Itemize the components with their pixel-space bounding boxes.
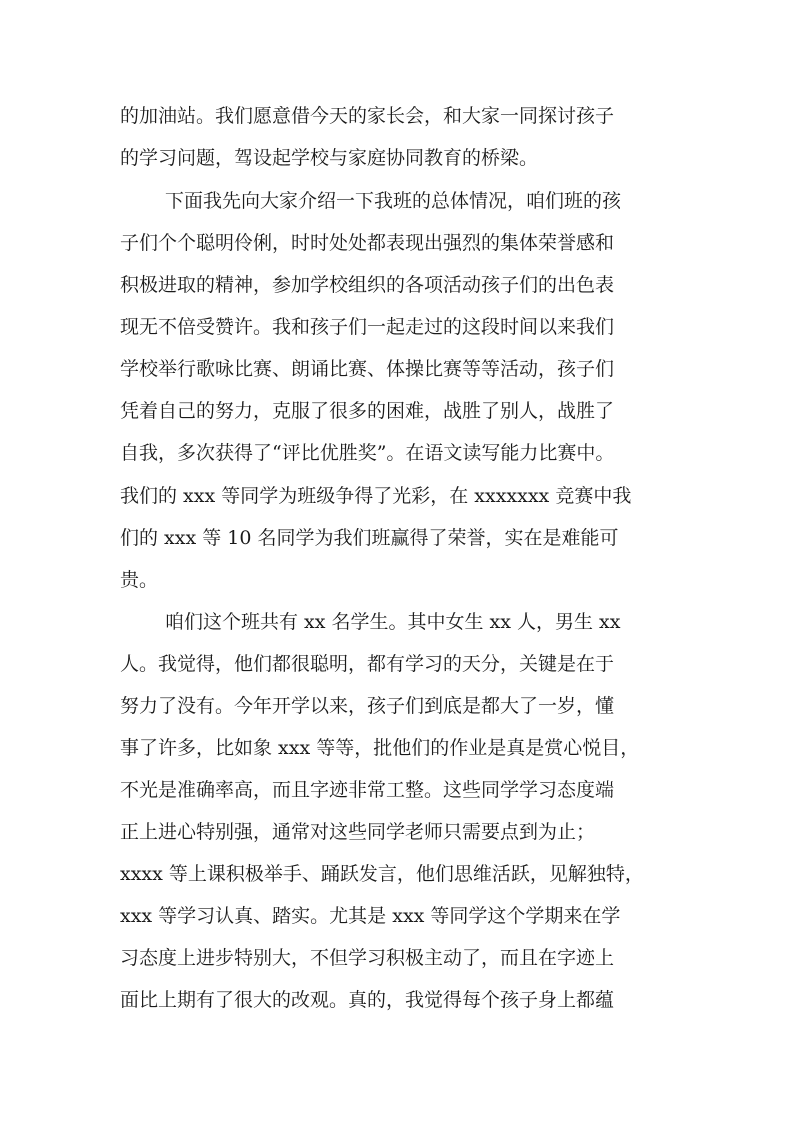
text-line: 面比上期有了很大的改观。真的，我觉得每个孩子身上都蕴 [120,989,615,1011]
text-line: 努力了没有。今年开学以来，孩子们到底是都大了一岁，懂 [120,695,615,717]
text-line: 贵。 [120,569,159,591]
text-line: 下面我先向大家介绍一下我班的总体情况，咱们班的孩 [165,190,622,212]
text-line: 不光是准确率高，而且字迹非常工整。这些同学学习态度端 [120,779,615,801]
text-line: 的学习问题，驾设起学校与家庭协同教育的桥梁。 [120,147,539,169]
text-line: 子们个个聪明伶俐，时时处处都表现出强烈的集体荣誉感和 [120,232,615,254]
text-line: 积极进取的精神，参加学校组织的各项活动孩子们的出色表 [120,274,615,296]
text-line: 们的 xxx 等 10 名同学为我们班赢得了荣誉，实在是难能可 [120,527,619,549]
text-line: 我们的 xxx 等同学为班级争得了光彩，在 xxxxxxx 竞赛中我 [120,485,632,507]
text-line: 习态度上进步特别大，不但学习积极主动了，而且在字迹上 [120,947,615,969]
text-line: xxxx 等上课积极举手、踊跃发言，他们思维活跃，见解独特， [120,863,644,885]
text-line: xxx 等学习认真、踏实。尤其是 xxx 等同学这个学期来在学 [120,905,621,927]
text-line: 正上进心特别强，通常对这些同学老师只需要点到为止； [120,821,596,843]
text-line: 人。我觉得，他们都很聪明，都有学习的天分，关键是在于 [120,653,615,675]
text-line: 凭着自己的努力，克服了很多的困难，战胜了别人，战胜了 [120,400,615,422]
text-line: 咱们这个班共有 xx 名学生。其中女生 xx 人，男生 xx [165,611,621,633]
text-line: 现无不倍受赞许。我和孩子们一起走过的这段时间以来我们 [120,316,615,338]
text-line: 学校举行歌咏比赛、朗诵比赛、体操比赛等等活动，孩子们 [120,358,615,380]
text-line: 的加油站。我们愿意借今天的家长会，和大家一同探讨孩子 [120,105,615,127]
text-line: 自我，多次获得了“评比优胜奖”。在语文读写能力比赛中。 [120,442,615,464]
text-line: 事了许多，比如象 xxx 等等，批他们的作业是真是赏心悦目， [120,737,640,759]
